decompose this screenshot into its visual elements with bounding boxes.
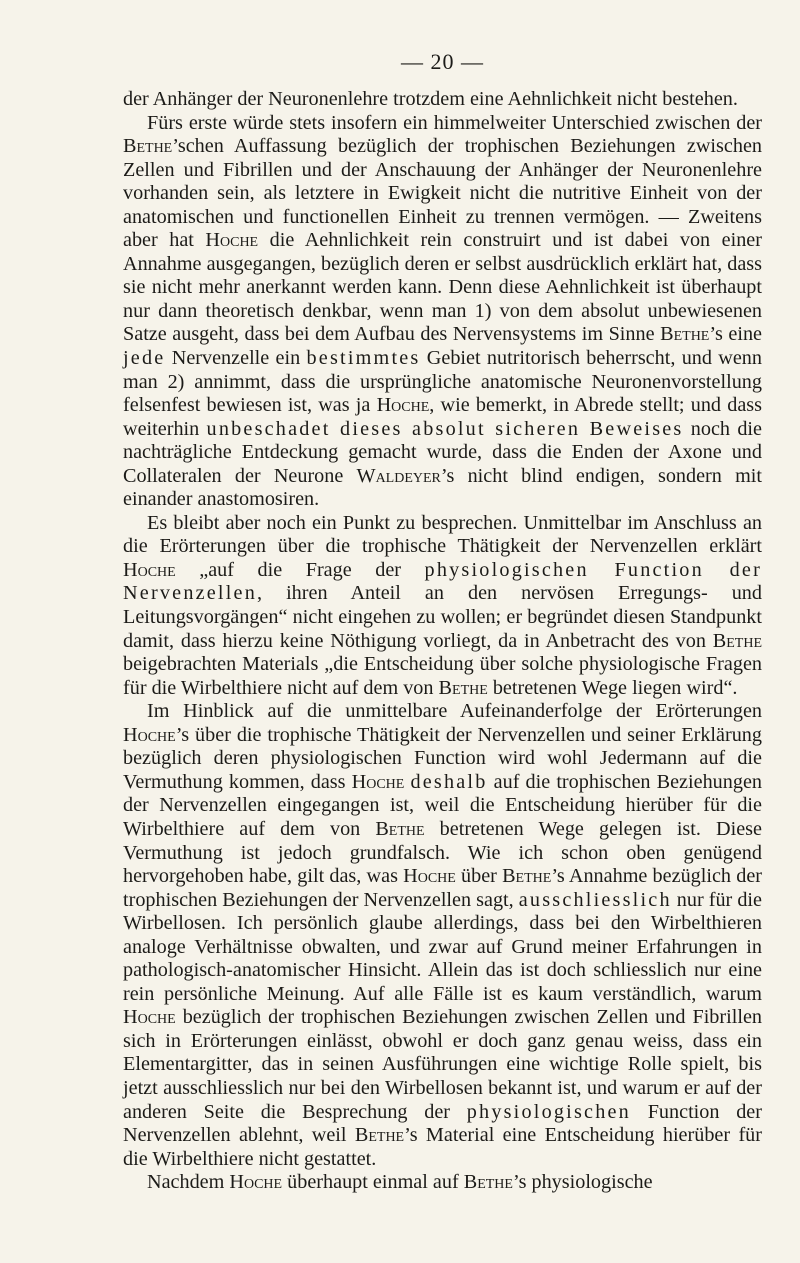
text-run: betretenen Wege liegen wird“.	[487, 676, 738, 699]
text-run: die Aehnlichkeit rein construirt und ist dabei von einer Annahme ausgegangen, bezüglich deren er selbst ausdrücklich erklärt hat, dass sie nicht mehr anerkannt werden kann. Denn diese Aehnlichkeit ist überhaupt nur dann theoretisch denkbar, wenn man 1) von dem absolut unbewiesenen Satze ausgeht, dass bei dem Aufbau des Nervensystems im Sinne	[123, 229, 762, 346]
text-run: beigebrachten Materials „die Entscheidung über solche physiologische Fragen für die Wirbelthiere nicht auf dem von	[123, 653, 762, 699]
text-run: bezüglich der trophischen Beziehungen zwischen Zellen und Fibrillen sich in Erörterungen einlässt, obwohl er doch ganz genau weiss, dass ein Elementargitter, das in seinen Ausführungen eine wichtige Rolle spielt, bis jetzt ausschliesslich nur bei den Wirbellosen bekannt ist, und warum er auf der anderen Seite die Besprechung der	[123, 1006, 762, 1123]
text-run: ’s Annahme bezüglich der trophischen Beziehungen der Nervenzellen sagt,	[123, 865, 762, 911]
text-run: auf die trophischen Beziehungen der Nervenzellen eingegangen ist, weil die Entscheidung hierüber für die Wirbelthiere auf dem von	[123, 770, 763, 840]
text-run: Fürs erste würde stets insofern ein himmelweiter Unterschied zwischen der	[147, 111, 762, 134]
name-small-caps: Bethe	[375, 817, 425, 840]
name-small-caps: Bethe	[123, 135, 173, 158]
text-run: Nervenzelle ein	[165, 347, 307, 370]
text-run: Gebiet nutritorisch beherrscht, und wenn man 2) annimmt, dass die ursprüngliche anatomische Neuronenvorstellung felsenfest bewiesen ist, was ja	[123, 347, 762, 417]
paragraph	[123, 700, 762, 1171]
text-run: ’schen Auffassung bezüglich der trophischen Beziehungen zwischen Zellen und Fibrillen und der Anschauung der Anhänger der Neuronenlehre vorhanden sein, als letztere in Ewigkeit nicht die nutritive Einheit von der anatomischen und functionellen Einheit zu trennen vermögen. — Zweitens aber hat	[123, 135, 762, 252]
name-small-caps: Waldeyer	[356, 464, 441, 487]
emphasis-spaced: bestimmtes	[306, 347, 421, 370]
text-run: ’s physiologische	[512, 1171, 653, 1194]
emphasis-spaced: ausschliesslich	[518, 888, 672, 911]
text-run: , wie bemerkt, in Abrede stellt; und dass weiterhin	[123, 394, 763, 440]
document-page	[123, 48, 762, 1195]
name-small-caps: Hoche	[123, 558, 176, 581]
text-run: überhaupt einmal auf	[282, 1171, 464, 1194]
paragraph	[123, 112, 762, 512]
text-run: ’s eine	[709, 323, 762, 346]
name-small-caps: Bethe	[354, 1124, 405, 1147]
name-small-caps: Hoche	[376, 394, 430, 417]
text-run: „auf die Frage der	[175, 558, 425, 581]
text-run: Function der Nervenzellen ablehnt, weil	[123, 1100, 762, 1147]
text-run: , ihren Anteil an den nervösen Erregungs- und Leitungsvorgängen“ nicht eingehen zu wollen; er begründet diesen Standpunkt damit, dass hierzu keine Nöthigung vorliegt, da in Anbetracht des von	[123, 582, 762, 652]
text-run: Im Hinblick auf die unmittelbare Aufeinanderfolge der Erörterungen	[147, 700, 762, 723]
paragraph	[123, 88, 762, 112]
name-small-caps: Bethe	[660, 323, 710, 346]
text-run: ’s über die trophische Thätigkeit der Nervenzellen und seiner Erklärung bezüglich deren physiologischen Function wird wohl Jedermann auf die Vermuthung kommen, dass	[123, 723, 762, 793]
paragraph	[123, 512, 762, 700]
emphasis-spaced: physiologischen Function der Nervenzellen	[123, 558, 762, 605]
text-run: nur für die Wirbellosen. Ich persönlich glaube allerdings, dass bei den Wirbelthieren analoge Verhältnisse obwalten, und zwar auf Grund meiner Erfahrungen in pathologisch-anatomischer Hinsicht. Allein das ist doch schliesslich nur eine rein persönliche Meinung. Auf alle Fälle ist es kaum verständlich, warum	[123, 888, 762, 1005]
name-small-caps: Hoche	[205, 229, 259, 252]
paragraph	[123, 1171, 762, 1195]
name-small-caps: Hoche	[123, 1006, 176, 1029]
text-run: ’s Material eine Entscheidung hierüber für die Wirbelthiere nicht gestattet.	[123, 1124, 762, 1170]
emphasis-spaced: deshalb	[410, 770, 488, 793]
name-small-caps: Hoche	[351, 770, 405, 793]
text-run: noch die nachträgliche Entdeckung gemacht wurde, dass die Enden der Axone und Collateralen der Neurone	[123, 417, 762, 487]
emphasis-spaced: jede	[123, 347, 166, 370]
text-run: ’s nicht blind endigen, sondern mit einander anastomosiren.	[123, 464, 762, 511]
page-number: — 20 —	[401, 49, 484, 74]
text-run: betretenen Wege gelegen ist. Diese Vermuthung ist jedoch grundfalsch. Wie ich schon oben genügend hervorgehoben habe, gilt das, was	[123, 817, 762, 888]
emphasis-spaced: unbeschadet dieses absolut sicheren Beweises	[206, 417, 684, 440]
name-small-caps: Hoche	[403, 865, 456, 888]
name-small-caps: Hoche	[229, 1171, 283, 1194]
name-small-caps: Bethe	[438, 676, 488, 699]
text-run: der Anhänger der Neuronenlehre trotzdem eine Aehnlichkeit nicht bestehen.	[123, 88, 738, 110]
emphasis-spaced: physiologischen	[466, 1100, 631, 1123]
name-small-caps: Hoche	[123, 723, 176, 746]
body-text	[123, 88, 762, 1195]
text-run: über	[455, 865, 503, 888]
name-small-caps: Bethe	[712, 629, 762, 652]
name-small-caps: Bethe	[463, 1171, 513, 1194]
text-run: Es bleibt aber noch ein Punkt zu besprechen. Unmittelbar im Anschluss an die Erörterungen über die trophische Thätigkeit der Nervenzellen erklärt	[123, 511, 762, 558]
text-run: Nachdem	[147, 1171, 230, 1194]
name-small-caps: Bethe	[502, 865, 552, 888]
